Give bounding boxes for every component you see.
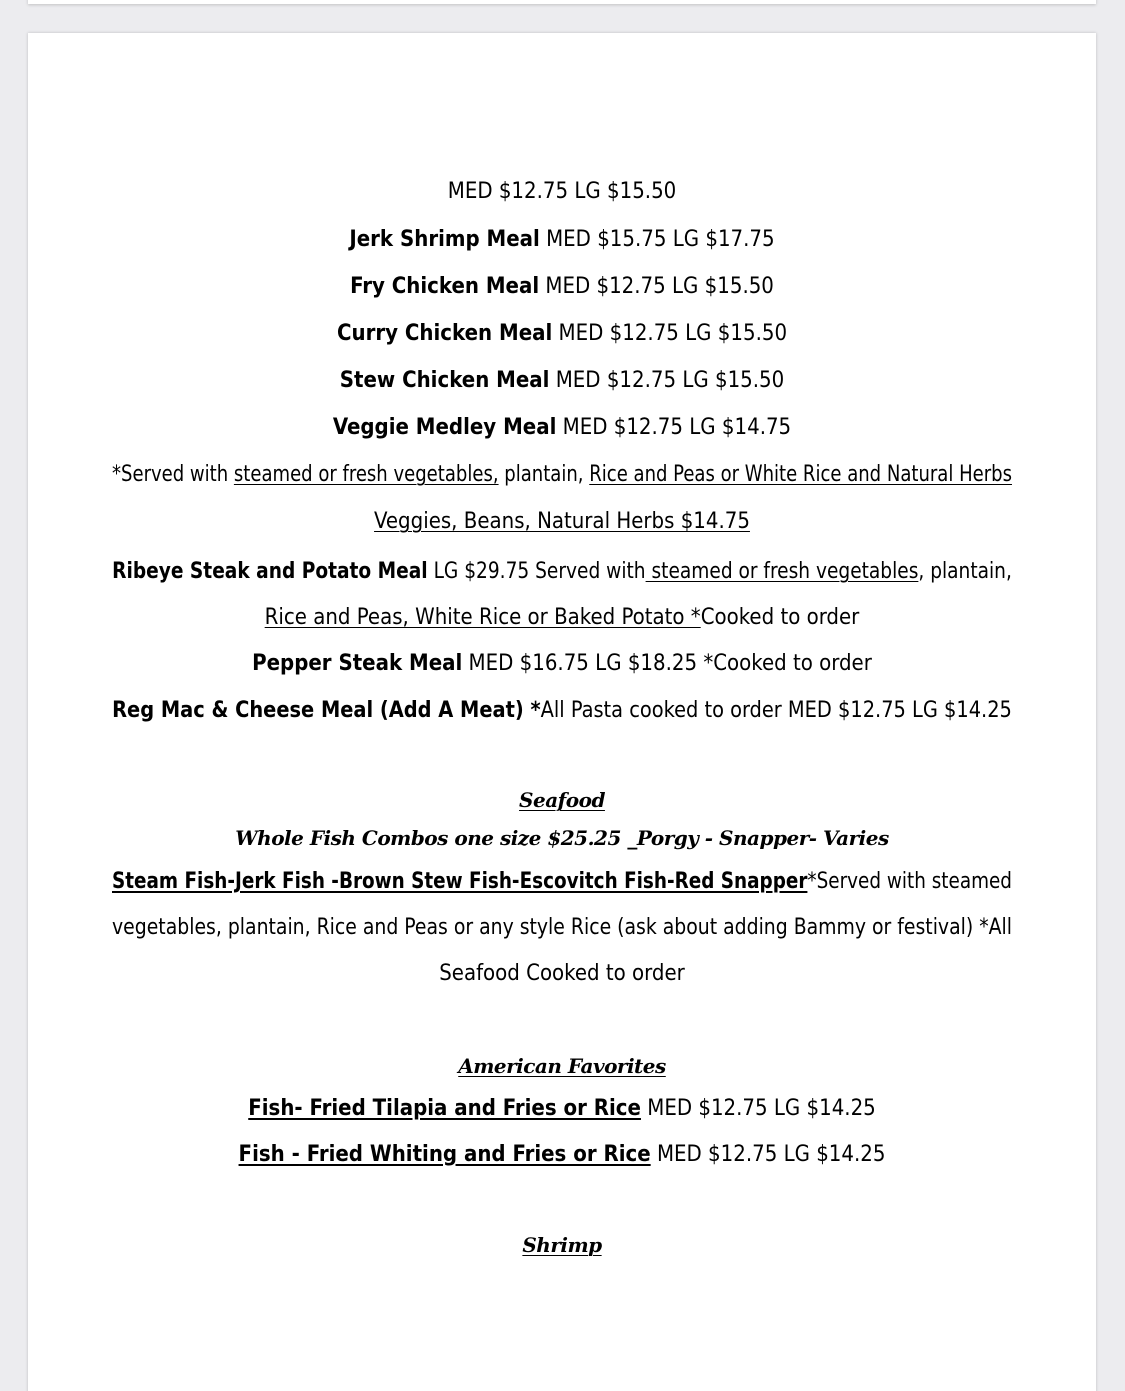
menu-item-name: Ribeye Steak and Potato Meal — [112, 559, 428, 584]
menu-item-name: Fry Chicken Meal — [350, 274, 540, 299]
previous-page-edge — [28, 0, 1096, 4]
menu-item-name: Fish- Fried Tilapia and Fries or Rice — [248, 1096, 641, 1121]
menu-item-price: MED $12.75 LG $14.75 — [556, 415, 792, 440]
ribeye-mid: , plantain, — [918, 559, 1012, 584]
seafood-note: Seafood Cooked to order — [439, 961, 685, 986]
served-with-note-line2 — [28, 508, 1096, 536]
note-middle: plantain, — [498, 462, 590, 487]
ribeye-line2 — [28, 604, 1096, 632]
menu-item-tilapia — [28, 1095, 1096, 1123]
note-veggies: Veggies, Beans, Natural Herbs $14.75 — [374, 509, 750, 534]
heading-text: American Favorites — [458, 1054, 666, 1078]
menu-item-name: Jerk Shrimp Meal — [349, 227, 540, 252]
seafood-note: *Served with steamed — [807, 869, 1012, 894]
menu-item-name: Curry Chicken Meal — [336, 321, 553, 346]
menu-item-jerk-shrimp — [28, 226, 1096, 254]
menu-item-ribeye — [61, 558, 1064, 586]
combos-text: Whole Fish Combos one size $25.25 _Porgy - Snapper- Varies — [235, 826, 889, 850]
section-heading-american-favorites — [28, 1052, 1096, 1080]
menu-item-price: LG $29.75 Served with — [427, 559, 646, 584]
menu-item-whiting — [28, 1141, 1096, 1169]
menu-item-price: MED $12.75 LG $14.25 — [640, 1096, 876, 1121]
note-prefix: *Served with — [112, 462, 234, 487]
fish-list: Steam Fish-Jerk Fish -Brown Stew Fish-Escovitch Fish-Red Snapper — [112, 869, 808, 894]
seafood-fish-list — [66, 868, 1058, 896]
menu-item-price: MED $12.75 LG $14.25 — [650, 1142, 886, 1167]
menu-item-curry-chicken — [28, 320, 1096, 348]
ribeye-sides: steamed or fresh vegetables — [645, 559, 919, 584]
menu-item-price: MED $12.75 LG $15.50 — [552, 321, 788, 346]
menu-item-price: All Pasta cooked to order MED $12.75 LG $14.25 — [540, 698, 1012, 723]
meal-price: MED $12.75 LG $15.50 — [447, 179, 677, 204]
menu-item-veggie-medley — [28, 414, 1096, 442]
menu-item-name: Reg Mac & Cheese Meal (Add A Meat) * — [112, 698, 541, 723]
menu-page — [28, 33, 1096, 1391]
whole-fish-combos — [28, 824, 1096, 852]
menu-item-price: MED $12.75 LG $15.50 — [549, 368, 785, 393]
heading-text: Shrimp — [522, 1233, 602, 1257]
menu-item-price: MED $15.75 LG $17.75 — [539, 227, 775, 252]
seafood-note: vegetables, plantain, Rice and Peas or any style Rice (ask about adding Bammy or festival) *All — [112, 915, 1012, 940]
section-heading-seafood — [28, 786, 1096, 814]
ribeye-cooked: Cooked to order — [700, 605, 860, 630]
menu-item-stew-chicken — [28, 367, 1096, 395]
seafood-note-line2 — [54, 914, 1071, 942]
menu-item-name: Fish - Fried Whiting and Fries or Rice — [238, 1142, 651, 1167]
menu-item-name: Veggie Medley Meal — [332, 415, 557, 440]
heading-text: Seafood — [519, 788, 605, 812]
served-with-note — [76, 461, 1049, 489]
menu-item-name: Pepper Steak Meal — [252, 651, 463, 676]
menu-item-mac-cheese — [39, 697, 1086, 725]
section-heading-shrimp — [28, 1231, 1096, 1259]
meal-price-line — [28, 178, 1096, 206]
menu-item-pepper-steak — [28, 650, 1096, 678]
seafood-note-line3 — [28, 960, 1096, 988]
note-rice: Rice and Peas or White Rice and Natural Herbs — [589, 462, 1012, 487]
menu-item-price: MED $16.75 LG $18.25 *Cooked to order — [462, 651, 872, 676]
menu-item-price: MED $12.75 LG $15.50 — [539, 274, 774, 299]
note-sides: steamed or fresh vegetables, — [233, 462, 499, 487]
ribeye-rice: Rice and Peas, White Rice or Baked Potato * — [264, 605, 701, 630]
menu-item-name: Stew Chicken Meal — [339, 368, 550, 393]
menu-item-fry-chicken — [28, 273, 1096, 301]
